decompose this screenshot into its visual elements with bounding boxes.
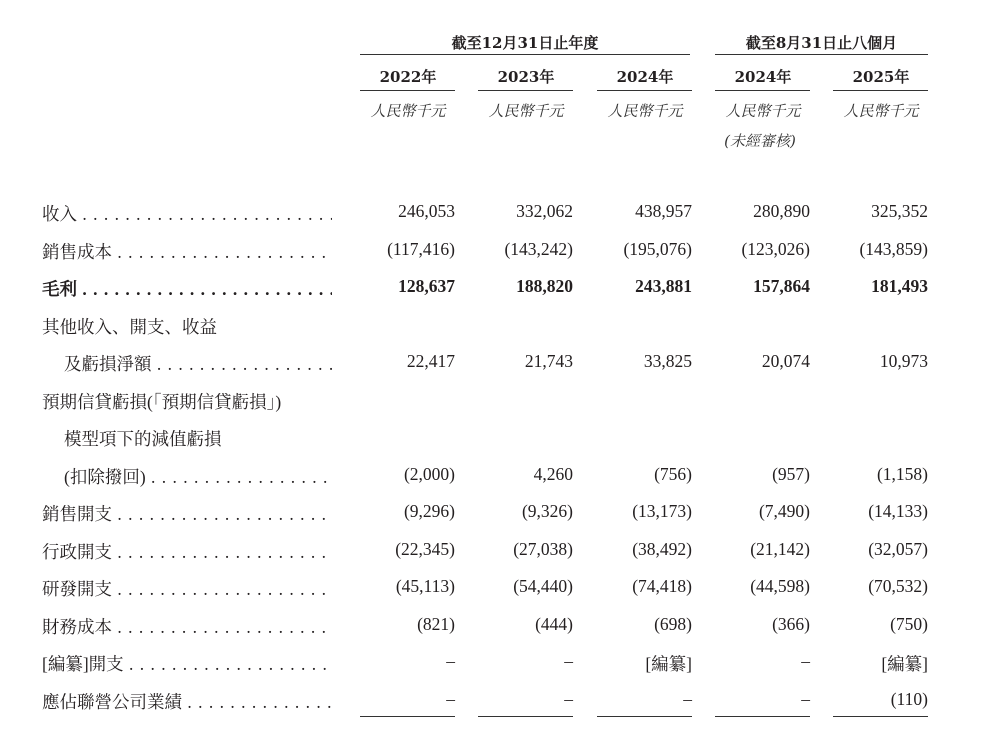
row-value: (7,490) [758, 501, 810, 521]
row-value: 280,890 [753, 201, 810, 221]
divider [833, 90, 928, 91]
row-value: (22,345) [395, 538, 455, 559]
row-value: (1,158) [876, 463, 928, 484]
column-year: 2024年 [616, 68, 674, 86]
row-value: [編纂] [645, 654, 692, 674]
row-value: (957) [772, 463, 810, 484]
row-value: 243,881 [635, 276, 692, 296]
table-row [0, 689, 985, 719]
row-value: (27,038) [513, 538, 573, 559]
column-year: 2023年 [497, 68, 555, 86]
table-row [0, 201, 985, 231]
row-value: (70,532) [868, 576, 928, 596]
table-row [0, 576, 985, 606]
row-value: 4,260 [533, 463, 573, 484]
row-label: 研發開支 . . . [42, 576, 332, 601]
column-unit: 人民幣千元 [725, 102, 801, 120]
divider [360, 716, 455, 717]
row-value: (195,076) [623, 238, 692, 259]
column-unit: 人民幣千元 [370, 102, 446, 120]
row-value: (2,000) [403, 463, 455, 484]
table-row [0, 539, 985, 569]
row-value: 157,864 [753, 276, 810, 296]
row-value: (444) [535, 613, 573, 634]
row-value: (45,113) [395, 576, 455, 596]
column-year: 2024年 [734, 68, 792, 86]
divider [715, 716, 810, 717]
table-row [0, 239, 985, 269]
row-label: (扣除撥回) . . . [64, 464, 332, 489]
row-value: (750) [890, 613, 928, 634]
row-value: 181,493 [871, 276, 928, 296]
row-value: – [446, 688, 455, 709]
divider [597, 716, 692, 717]
row-label: 應佔聯營公司業績 . . . [42, 689, 332, 714]
row-value: (756) [654, 463, 692, 484]
divider [597, 90, 692, 91]
divider [715, 54, 928, 55]
divider [833, 716, 928, 717]
row-value: 20,074 [761, 351, 810, 371]
row-value: 246,053 [398, 201, 455, 221]
row-label: 模型項下的減值虧損 [64, 429, 222, 449]
row-value: (14,133) [868, 501, 928, 521]
row-value: – [564, 651, 573, 671]
row-value: (32,057) [868, 538, 928, 559]
row-value: 21,743 [524, 351, 573, 371]
column-unit: 人民幣千元 [488, 102, 564, 120]
row-label: 行政開支 . . . [42, 539, 332, 564]
row-value: (143,859) [859, 238, 928, 259]
column-unit: 人民幣千元 [607, 102, 683, 120]
row-value: (21,142) [750, 538, 810, 559]
row-value: (9,296) [403, 501, 455, 521]
row-value: – [446, 651, 455, 671]
group-header-eight-months: 截至8月31日止八個月 [745, 34, 898, 52]
row-value: – [683, 688, 692, 709]
row-value: (38,492) [632, 538, 692, 559]
column-year: 2025年 [852, 68, 910, 86]
row-value: (698) [654, 613, 692, 634]
row-value: – [801, 688, 810, 709]
row-label: 財務成本 . . . [42, 614, 332, 639]
row-value: (74,418) [632, 576, 692, 596]
table-row [0, 351, 985, 381]
row-label: 收入 . . . [42, 201, 332, 226]
row-value: 10,973 [879, 351, 928, 371]
row-value: 325,352 [871, 201, 928, 221]
divider [478, 90, 573, 91]
row-label: 其他收入、開支、收益 [42, 316, 217, 337]
table-row [0, 464, 985, 494]
group-header-full-year: 截至12月31日止年度 [451, 34, 599, 52]
row-value: – [564, 688, 573, 709]
table-row [0, 426, 985, 456]
table-row [0, 314, 985, 344]
row-value: 438,957 [635, 201, 692, 221]
row-value: (143,242) [504, 238, 573, 259]
row-value: (117,416) [387, 238, 455, 259]
row-value: [編纂] [881, 654, 928, 674]
table-row [0, 276, 985, 306]
row-value: (123,026) [741, 238, 810, 259]
row-label: 毛利 . . . [42, 276, 332, 301]
row-value: (110) [890, 688, 928, 709]
divider [360, 90, 455, 91]
row-value: (366) [772, 613, 810, 634]
table-row [0, 651, 985, 681]
row-value: (13,173) [632, 501, 692, 521]
row-label: 預期信貸虧損(「預期信貸虧損」) [42, 391, 282, 412]
row-label: 銷售開支 . . . [42, 501, 332, 526]
row-value: 33,825 [643, 351, 692, 371]
row-label: 及虧損淨額 . . . [64, 351, 332, 376]
divider [360, 54, 690, 55]
row-value: 22,417 [406, 351, 455, 371]
divider [715, 90, 810, 91]
unaudited-note: (未經審核) [724, 132, 796, 150]
column-unit: 人民幣千元 [843, 102, 919, 120]
row-value: 188,820 [516, 276, 573, 296]
column-year: 2022年 [379, 68, 437, 86]
divider [478, 716, 573, 717]
row-label: [編纂]開支 . . . [42, 651, 332, 676]
row-value: (44,598) [750, 576, 810, 596]
row-value: 332,062 [516, 201, 573, 221]
table-row [0, 389, 985, 419]
table-row [0, 614, 985, 644]
table-row [0, 501, 985, 531]
row-label: 銷售成本 . . . [42, 239, 332, 264]
row-value: (9,326) [521, 501, 573, 521]
row-value: (821) [417, 613, 455, 634]
row-value: (54,440) [513, 576, 573, 596]
row-value: – [801, 651, 810, 671]
row-value: 128,637 [398, 276, 455, 296]
